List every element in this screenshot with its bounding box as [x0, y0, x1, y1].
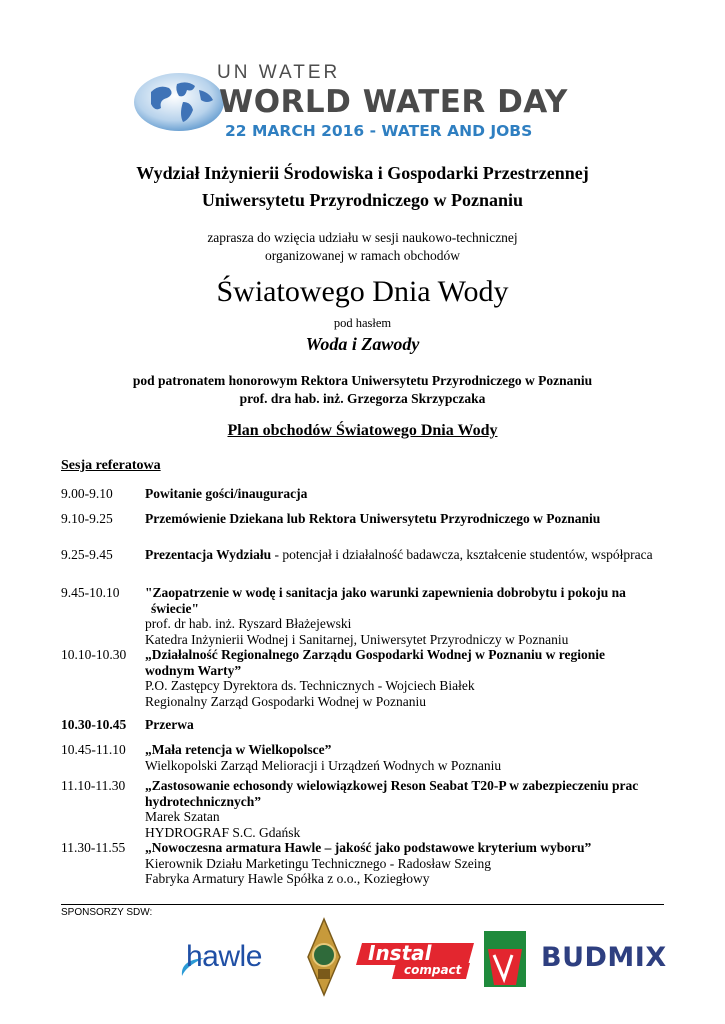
- program-title: Przerwa: [145, 717, 194, 732]
- session-title: Sesja referatowa: [61, 458, 161, 473]
- program-time: 9.45-10.10: [61, 585, 120, 600]
- program-affiliation: Fabryka Armatury Hawle Spółka z o.o., Koziegłowy: [145, 871, 430, 886]
- program-title: „Działalność Regionalnego Zarządu Gospodarki Wodnej w Poznaniu w regionie: [145, 647, 606, 662]
- program-time: 11.10-11.30: [61, 778, 126, 793]
- program-affiliation: HYDROGRAF S.C. Gdańsk: [145, 824, 301, 840]
- program-title-cont: hydrotechnicznych”: [145, 793, 262, 809]
- program-speaker: Kierownik Działu Marketingu Technicznego - Radosław Szeing: [145, 855, 491, 871]
- logo-un-water: UN WATER: [217, 62, 341, 83]
- program-title-cont: wodnym Warty”: [145, 662, 242, 678]
- program-title: Powitanie gości/inauguracja: [145, 486, 308, 501]
- compact-logo-text: compact: [404, 963, 462, 977]
- motto-label: pod hasłem: [333, 316, 392, 330]
- program-affiliation: Regionalny Zarząd Gospodarki Wodnej w Poznaniu: [145, 693, 426, 709]
- program-title: Prezentacja Wydziału: [145, 547, 272, 562]
- program-speaker: Marek Szatan: [145, 809, 220, 824]
- hawle-logo-text: hawle: [186, 940, 262, 973]
- budmix-logo-text: BUDMIX: [541, 942, 667, 973]
- program-affiliation: Katedra Inżynierii Wodnej i Sanitarnej, Uniwersytet Przyrodniczy w Poznaniu: [145, 631, 569, 647]
- university-name: Uniwersytetu Przyrodniczego w Poznaniu: [201, 190, 524, 210]
- logo-title: WORLD WATER DAY: [219, 84, 568, 120]
- world-water-day-logo: [133, 60, 573, 150]
- globe-icon: [133, 72, 225, 132]
- program-time: 10.10-10.30: [61, 647, 127, 662]
- program-title-rest: - potencjał i działalność badawcza, kształcenie studentów, współpraca: [271, 547, 653, 562]
- program-speaker: prof. dr hab. inż. Ryszard Błażejewski: [145, 616, 352, 631]
- program-speaker: P.O. Zastępcy Dyrektora ds. Technicznych - Wojciech Białek: [145, 678, 475, 693]
- program-description: [145, 840, 665, 887]
- patron-line-2: prof. dra hab. inż. Grzegorza Skrzypczaka: [239, 391, 486, 406]
- logo-date: 22 MARCH 2016 - WATER AND JOBS: [225, 122, 533, 140]
- program-title: „Zastosowanie echosondy wielowiązkowej Reson Seabat T20-P w zabezpieczeniu prac: [145, 778, 639, 793]
- sponsor-emblem-icon: [304, 917, 344, 997]
- program-affiliation: Wielkopolski Zarząd Melioracji i Urządzeń Wodnych w Poznaniu: [145, 757, 502, 773]
- invite-line-1: zaprasza do wzięcia udziału w sesji naukowo-technicznej: [207, 230, 518, 245]
- invite-line-2: organizowanej w ramach obchodów: [264, 248, 461, 263]
- budmix-emblem-icon: [482, 929, 528, 989]
- program-description: [145, 778, 665, 840]
- program-title-cont: świecie": [151, 600, 199, 616]
- program-time: 9.10-9.25: [61, 511, 113, 526]
- program-title: "Zaopatrzenie w wodę i sanitacja jako warunki zapewnienia dobrobytu i pokoju na: [145, 585, 626, 600]
- program-time: 9.00-9.10: [61, 486, 113, 501]
- faculty-name: Wydział Inżynierii Środowiska i Gospodarki Przestrzennej: [136, 163, 589, 183]
- instal-compact-logo: [356, 941, 476, 981]
- program-time: 9.25-9.45: [61, 547, 113, 562]
- program-time: 10.30-10.45: [61, 717, 127, 732]
- program-time: 10.45-11.10: [61, 742, 126, 757]
- program-description: [145, 585, 665, 647]
- instal-logo-text: Instal: [368, 941, 432, 965]
- program-title: „Mała retencja w Wielkopolsce”: [145, 742, 332, 757]
- event-title: Światowego Dnia Wody: [216, 275, 509, 308]
- hawle-logo: [176, 940, 286, 980]
- motto: Woda i Zawody: [305, 334, 420, 354]
- plan-title: Plan obchodów Światowego Dnia Wody: [227, 422, 498, 439]
- program-description: [145, 547, 665, 563]
- program-description: [145, 742, 665, 773]
- footer-divider: [61, 904, 664, 905]
- program-time: 11.30-11.55: [61, 840, 126, 855]
- program-description: [145, 647, 665, 709]
- program-title: „Nowoczesna armatura Hawle – jakość jako podstawowe kryterium wyboru”: [145, 840, 592, 855]
- patron-line-1: pod patronatem honorowym Rektora Uniwersytetu Przyrodniczego w Poznaniu: [132, 373, 593, 388]
- program-title: Przemówienie Dziekana lub Rektora Uniwersytetu Przyrodniczego w Poznaniu: [145, 511, 601, 526]
- sponsors-label: SPONSORZY SDW:: [61, 907, 153, 918]
